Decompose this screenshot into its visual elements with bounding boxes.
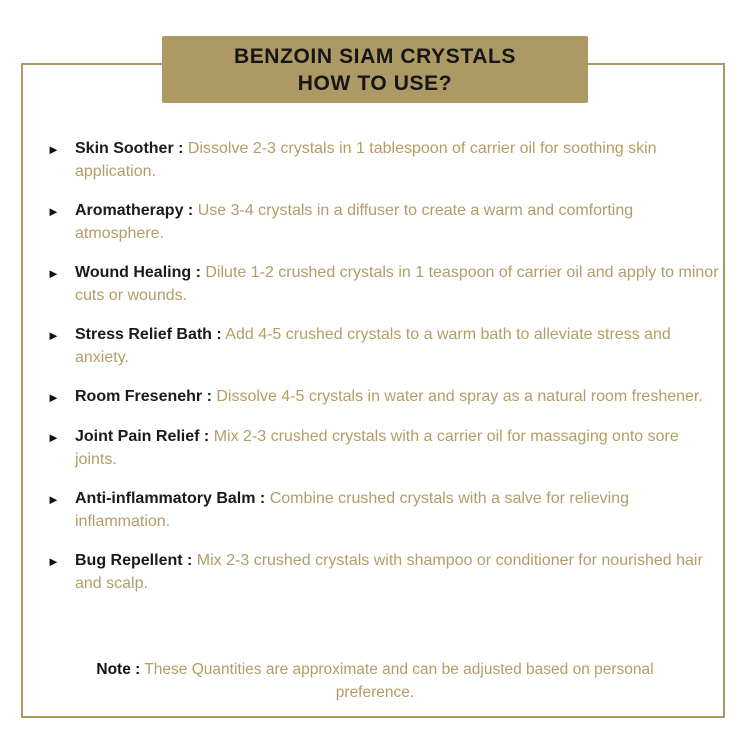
usage-item-label: Joint Pain Relief : — [75, 428, 210, 445]
title-banner — [162, 36, 588, 103]
usage-item-label: Aromatherapy : — [75, 202, 194, 219]
arrow-bullet-icon: ► — [47, 328, 60, 343]
note — [85, 658, 665, 704]
note-label: Note : — [96, 661, 141, 678]
usage-item-text — [75, 199, 723, 245]
usage-item-description: Combine crushed crystals with a salve for relieving inflammation. — [75, 490, 629, 530]
usage-item — [47, 137, 723, 183]
arrow-bullet-icon: ► — [47, 492, 60, 507]
usage-item-label: Anti-inflammatory Balm : — [75, 490, 266, 507]
arrow-bullet-icon: ► — [47, 390, 60, 405]
arrow-bullet-icon: ► — [47, 554, 60, 569]
usage-item-text — [75, 425, 723, 471]
usage-item-label: Room Fresenehr : — [75, 388, 212, 405]
arrow-bullet-icon: ► — [47, 204, 60, 219]
arrow-bullet-icon: ► — [47, 142, 60, 157]
usage-item — [47, 323, 723, 369]
usage-item-text — [75, 487, 723, 533]
usage-item — [47, 549, 723, 595]
usage-item-description: Dilute 1-2 crushed crystals in 1 teaspoon of carrier oil and apply to minor cuts or wounds. — [75, 264, 719, 304]
usage-item — [47, 261, 723, 307]
arrow-bullet-icon: ► — [47, 430, 60, 445]
usage-item-description: Dissolve 4-5 crystals in water and spray as a natural room freshener. — [216, 388, 703, 405]
page-title-line-1: BENZOIN SIAM CRYSTALS — [233, 44, 517, 68]
usage-item — [47, 199, 723, 245]
usage-item — [47, 425, 723, 471]
usage-item-description: Mix 2-3 crushed crystals with shampoo or conditioner for nourished hair and scalp. — [75, 552, 703, 592]
usage-item-label: Stress Relief Bath : — [75, 326, 222, 343]
usage-item — [47, 385, 723, 409]
arrow-bullet-icon: ► — [47, 266, 60, 281]
usage-item-label: Wound Healing : — [75, 264, 201, 281]
page-title-line-2: HOW TO USE? — [297, 71, 453, 95]
usage-item-text — [75, 261, 723, 307]
usage-item-description: Dissolve 2-3 crystals in 1 tablespoon of carrier oil for soothing skin application. — [75, 140, 657, 180]
usage-item-text — [75, 323, 723, 369]
usage-item-label: Bug Repellent : — [75, 552, 193, 569]
usage-item-description: Use 3-4 crystals in a diffuser to create a warm and comforting atmosphere. — [75, 202, 634, 242]
usage-item-description: Add 4-5 crushed crystals to a warm bath to alleviate stress and anxiety. — [75, 326, 671, 366]
usage-item-text — [75, 549, 723, 595]
note-text: These Quantities are approximate and can be adjusted based on personal preference. — [144, 661, 654, 701]
usage-list — [47, 137, 723, 611]
usage-item-text — [75, 385, 703, 408]
usage-item — [47, 487, 723, 533]
usage-item-label: Skin Soother : — [75, 140, 184, 157]
usage-item-description: Mix 2-3 crushed crystals with a carrier oil for massaging onto sore joints. — [75, 428, 679, 468]
usage-item-text — [75, 137, 723, 183]
